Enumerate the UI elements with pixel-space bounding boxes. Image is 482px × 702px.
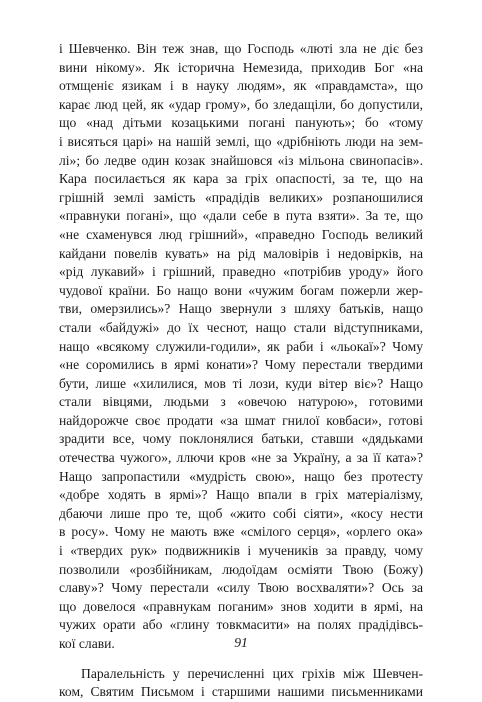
text-line: нащо «всякому служили-годили», як раби і «льокаї»? Чому <box>59 338 423 354</box>
text-line: Паралельність у перечисленні цих гріхів між Шевчен- <box>81 665 423 681</box>
text-line: Нащо запропастили «мудрість свою», нащо без протесту <box>59 468 423 484</box>
text-line: що довелося «правнукам поганим» знов ходити в ярмі, на <box>59 598 423 614</box>
text-line: позволили «розбійникам, людоїдам осміяти Твою (Божу) <box>59 561 423 577</box>
text-line: ком, Святим Письмом і старшими нашими письменниками <box>59 684 423 700</box>
text-line: і Шевченко. Він теж знав, що Господь «люті зла не діє без <box>59 41 423 56</box>
text-line: лі»; бо ледве один козак знайшовся «із мільона свинопасів». <box>59 152 423 168</box>
text-line: славу»? Чому перестали «силу Твою восхваляти»? Ось за <box>59 580 423 596</box>
paragraph-2 <box>59 665 423 702</box>
text-line: зрадити все, чому поклонялися батьки, ставши «дядьками <box>59 431 423 447</box>
text-line: стали вівцями, людьми з «овечою натурою», готовими <box>59 394 423 410</box>
text-line: в росу». Чому не мають вже «смілого серця», «орлего ока» <box>59 524 423 540</box>
text-line: вини нікому». Як історична Немезида, приходив Бог «на <box>59 59 423 75</box>
page-number: 91 <box>234 635 248 650</box>
text-line: грішній землі замість «прадідів великих» розпаношилися <box>59 189 423 205</box>
text-line: бути, лише «хилилися, мов ті лози, куди вітер віє»? Нащо <box>59 375 423 391</box>
text-line: «добре ходять в ярмі»? Нащо впали в гріх матеріалізму, <box>59 487 423 503</box>
text-line: найдорожче своє продати «за шмат гнилої ковбаси», готові <box>59 412 423 428</box>
text-line: тви, омерзились»? Нащо звернули з шляху батьків, нащо <box>59 301 423 317</box>
text-line: «не соромились в ярмі конати»? Чому перестали твердими <box>59 357 423 373</box>
text-line: і «твердих рук» подвижників і мучеників за правду, чому <box>59 543 423 559</box>
text-line: дбаючи лише про те, щоб «жито собі сіяти», «косу нести <box>59 505 423 521</box>
text-line: карає люд цей, як «удар грому», бо зледащіли, бо допустили, <box>59 96 423 112</box>
text-line: «правнуки погані», що «дали себе в пута взяти». За те, що <box>59 208 423 224</box>
text-line: кої слави. <box>59 636 115 651</box>
text-line: чужих орати або «глину товкмасити» на полях прадідівсь- <box>59 617 423 633</box>
text-line: чудової країни. Бо нащо вони «чужим богам пожерли жер- <box>59 282 423 298</box>
text-line: Кара посилається як кара за гріх опаспості, за те, що на <box>59 171 423 187</box>
body-text <box>59 40 423 702</box>
text-line: отмщеніє язикам і в науку людям», як «правдамста», що <box>59 78 423 94</box>
text-line: що «над дітьми козацькими погані панують»; бо «тому <box>59 115 423 131</box>
text-line: «не схаменувся люд грішний», «праведно Господь великий <box>59 226 423 242</box>
text-line: отечества чужого», ллючи кров «не за Україну, а за її ката»? <box>59 450 423 466</box>
text-line: кайдани повелів кувать» на рід маловірів і недовірків, на <box>59 245 423 261</box>
paragraph-1 <box>59 40 423 654</box>
text-line: «рід лукавий» і грішний, праведно «потрібив уроду» його <box>59 264 423 280</box>
paragraph-gap <box>59 654 423 665</box>
text-line: стали «байдужі» до їх чеснот, нащо стали відступниками, <box>59 319 423 335</box>
text-line: і висяться царі» на нашій землі, що «дрібніють люди на зем- <box>59 133 423 149</box>
